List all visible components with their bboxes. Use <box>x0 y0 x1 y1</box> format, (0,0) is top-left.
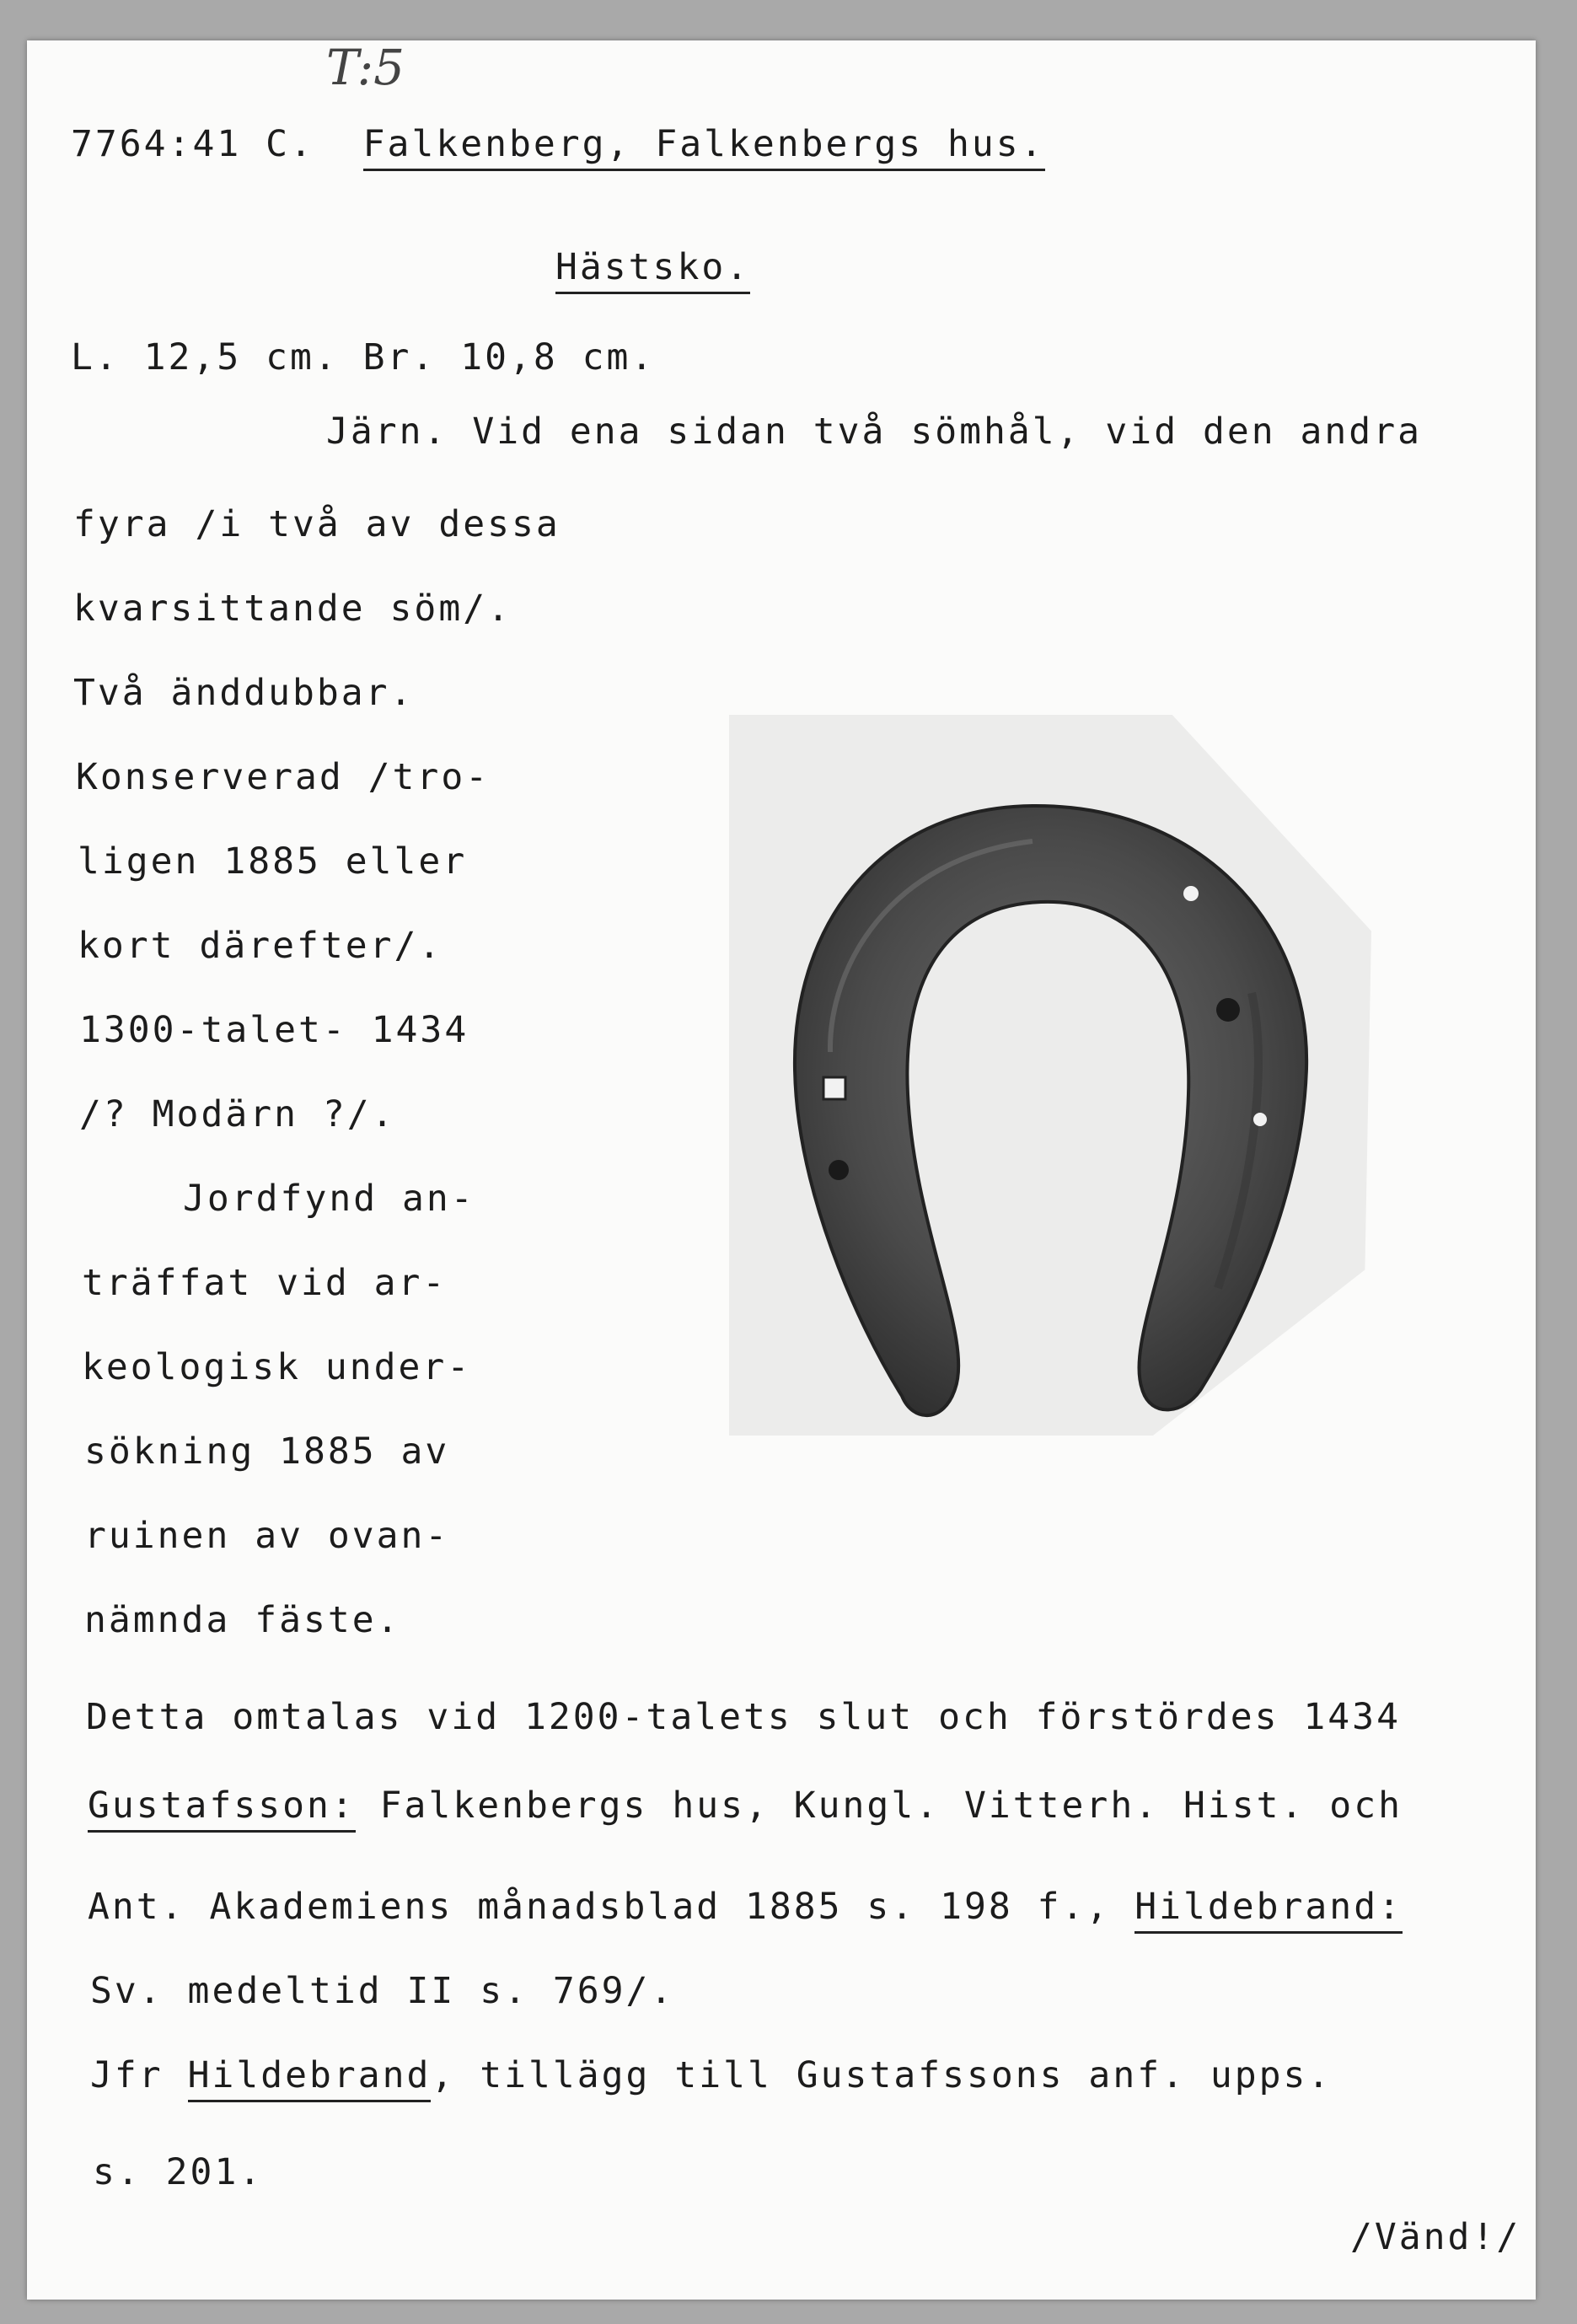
body-line: ruinen av ovan- <box>84 1515 450 1557</box>
location: Falkenberg, Falkenbergs hus. <box>363 123 1045 171</box>
ref-author: Hildebrand: <box>1134 1886 1403 1934</box>
reference-3: Jfr Hildebrand, tillägg till Gustafssons anf. upps. <box>90 2058 1332 2094</box>
reference-1: Gustafsson: Falkenbergs hus, Kungl. Vitterh. Hist. och <box>88 1788 1403 1824</box>
horseshoe-photo <box>729 715 1371 1436</box>
catalog-number: 7764:41 C. <box>71 123 314 165</box>
body-line: Detta omtalas vid 1200-talets slut och förstördes 1434 <box>86 1696 1401 1738</box>
body-line: /? Modärn ?/. <box>79 1093 396 1135</box>
body-line: Två änddubbar. <box>73 672 415 714</box>
body-line: 1300-talet- 1434 <box>79 1009 469 1051</box>
object-title: Hästsko. <box>555 250 750 286</box>
reference-2: Sv. medeltid II s. 769/. <box>90 1970 675 2012</box>
pencil-note: T:5 <box>326 39 405 96</box>
ref-author: Gustafsson: <box>88 1785 356 1833</box>
body-line: kort därefter/. <box>78 925 443 967</box>
body-line: keologisk under- <box>82 1346 472 1388</box>
horseshoe-icon <box>729 715 1371 1436</box>
reference-3-page: s. 201. <box>93 2151 264 2193</box>
body-line: fyra /i två av dessa <box>73 503 561 545</box>
dimensions: L. 12,5 cm. Br. 10,8 cm. <box>71 336 656 378</box>
body-line: nämnda fäste. <box>84 1599 401 1641</box>
body-line: ligen 1885 eller <box>78 840 468 883</box>
turn-note: /Vänd!/ <box>1350 2216 1521 2258</box>
ref-author: Hildebrand <box>188 2054 432 2102</box>
body-line: sökning 1885 av <box>84 1430 450 1473</box>
id-line <box>71 123 1045 165</box>
body-line: Konserverad /tro- <box>76 756 491 798</box>
body-line: kvarsittande söm/. <box>73 588 512 630</box>
body-line: Jordfynd an- <box>183 1178 475 1220</box>
body-line: Järn. Vid ena sidan två sömhål, vid den andra <box>326 411 1422 453</box>
reference-1-cont: Ant. Akademiens månadsblad 1885 s. 198 f., Hildebrand: <box>88 1889 1403 1925</box>
catalog-card <box>27 40 1536 2300</box>
body-line: träffat vid ar- <box>82 1262 448 1304</box>
